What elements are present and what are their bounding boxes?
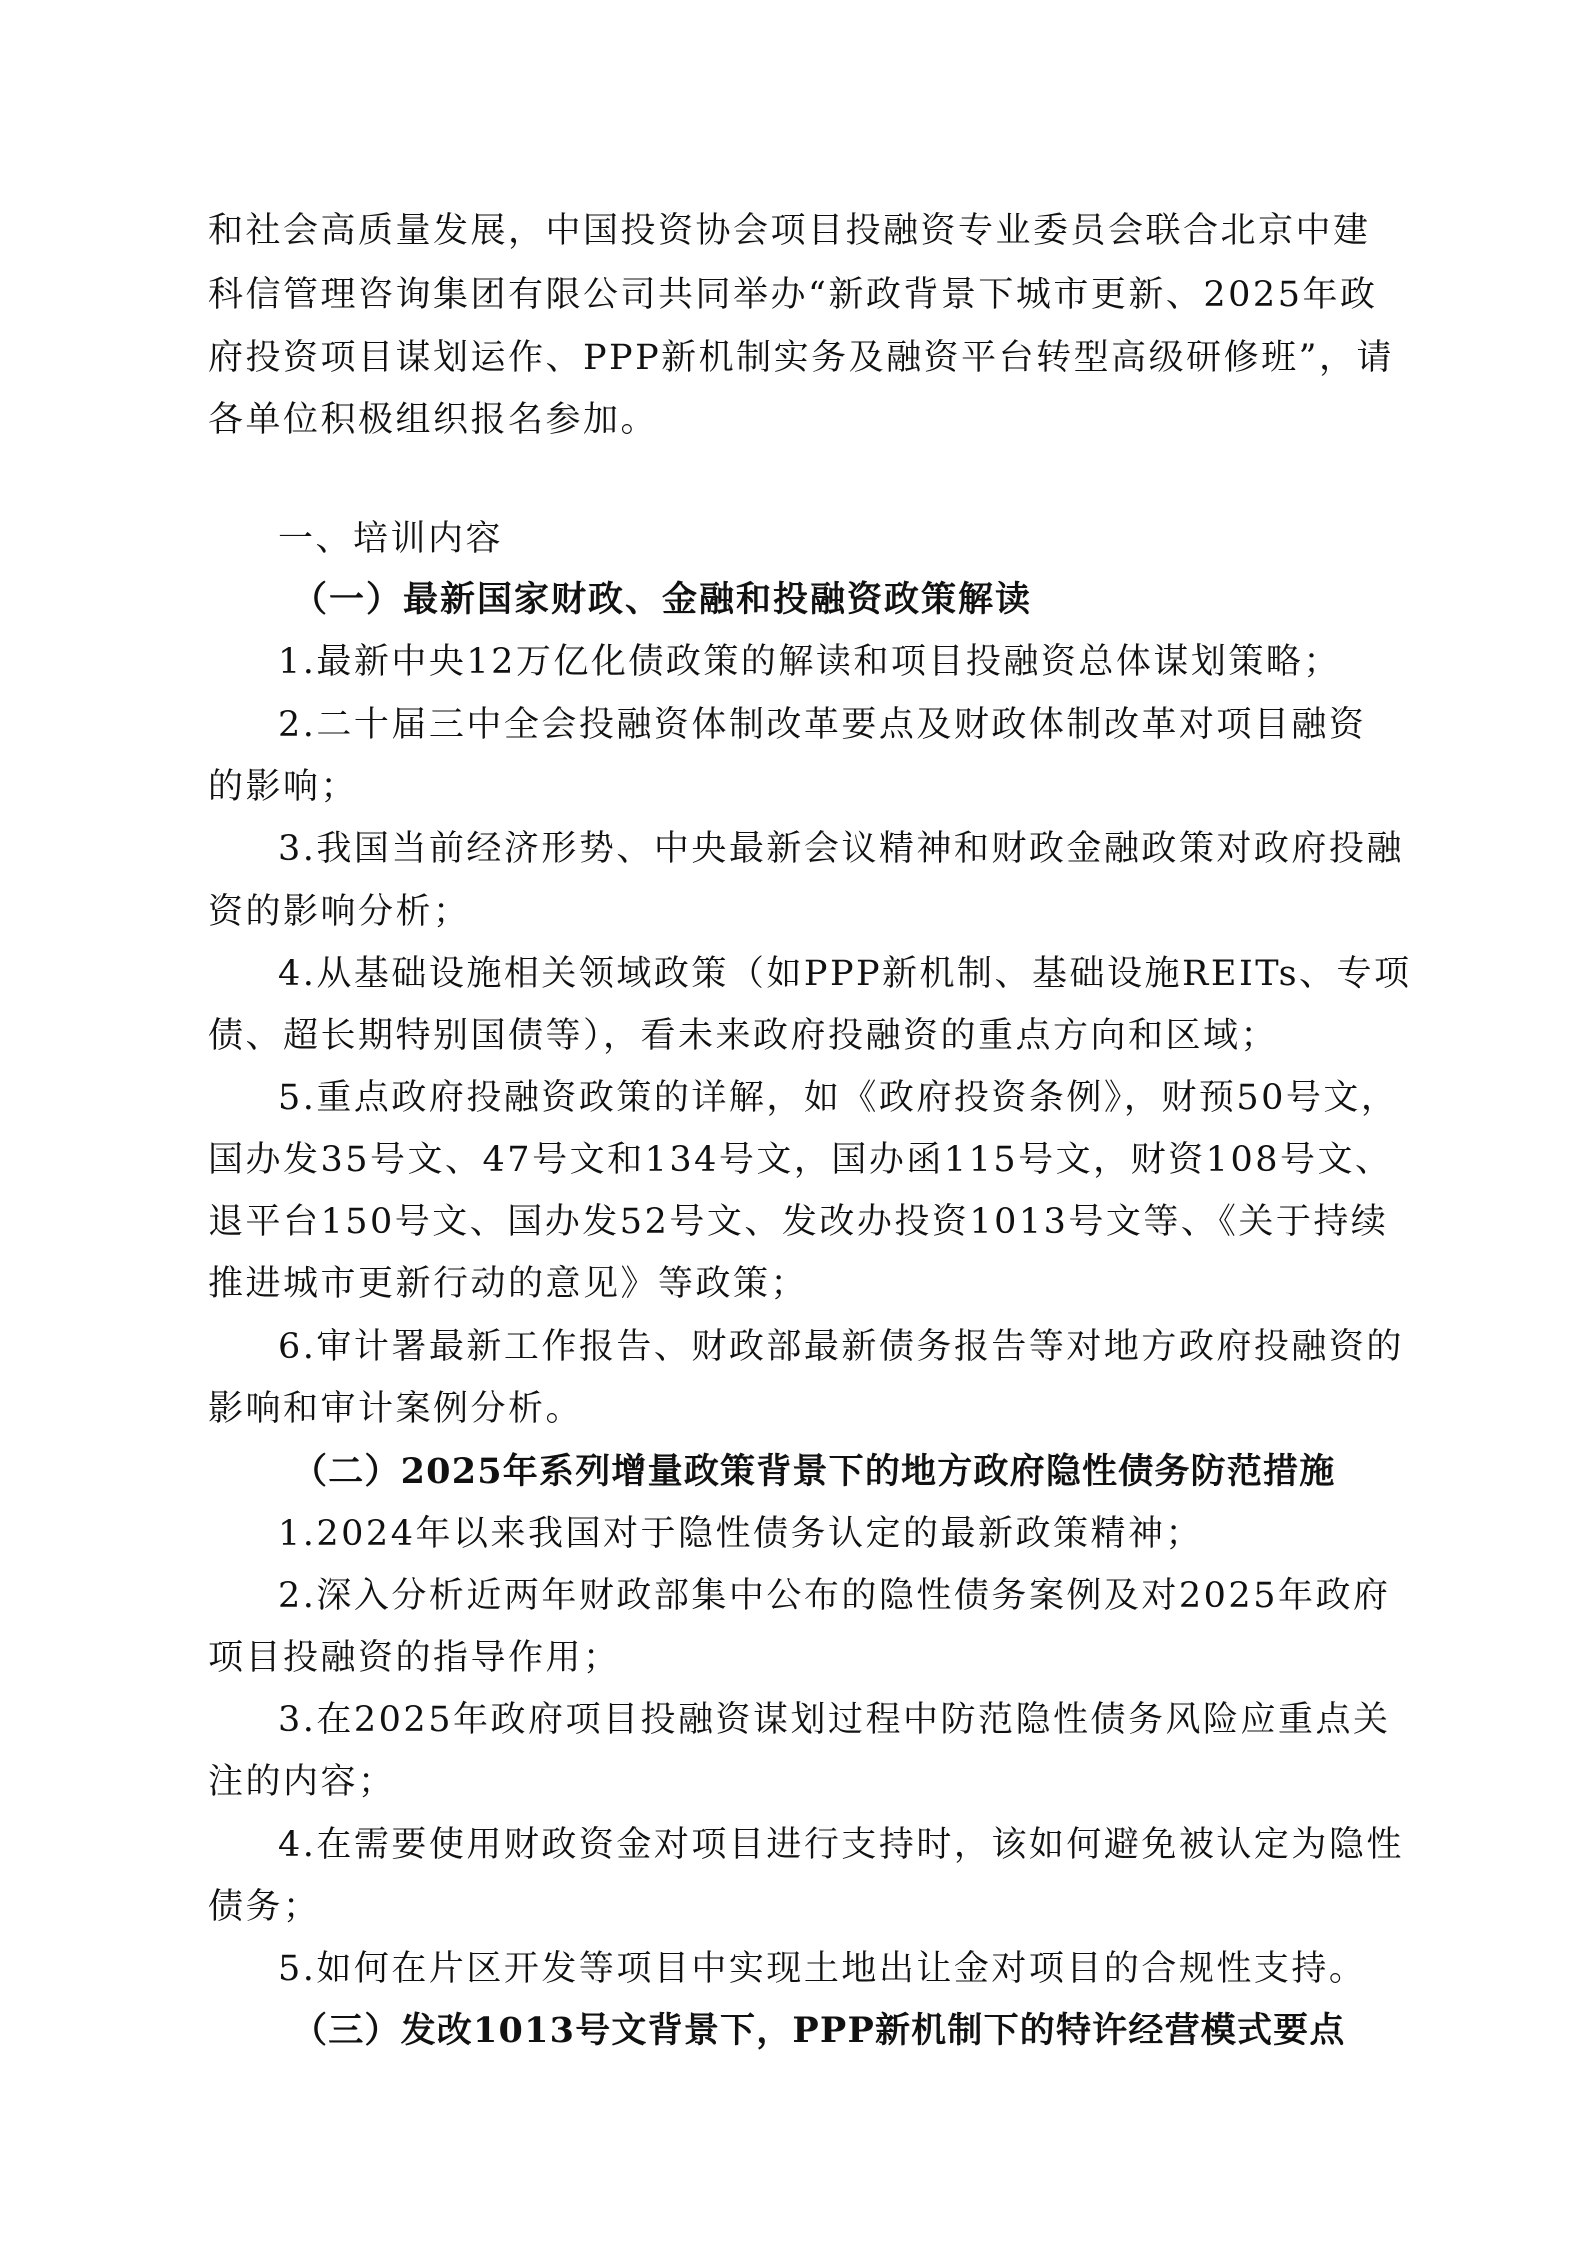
intro-line-4: 各单位积极组织报名参加。 <box>208 400 659 440</box>
s1-item-3-line-1: 3.我国当前经济形势、中央最新会议精神和财政金融政策对政府投融 <box>278 829 1404 869</box>
s2-item-2-line-2: 项目投融资的指导作用； <box>208 1638 621 1678</box>
s1-item-6-line-1: 6.审计署最新工作报告、财政部最新债务报告等对地方政府投融资的 <box>278 1327 1404 1367</box>
intro-line-1: 和社会高质量发展，中国投资协会项目投融资专业委员会联合北京中建 <box>208 211 1371 251</box>
s2-item-3-line-1: 3.在2025年政府项目投融资谋划过程中防范隐性债务风险应重点关 <box>278 1700 1391 1740</box>
s1-item-5-line-4: 推进城市更新行动的意见》等政策； <box>208 1264 809 1304</box>
s2-item-4-line-1: 4.在需要使用财政资金对项目进行支持时，该如何避免被认定为隐性 <box>278 1825 1404 1865</box>
intro-line-2: 科信管理咨询集团有限公司共同举办“新政背景下城市更新、2025年政 <box>208 275 1378 315</box>
s1-item-2-line-1: 2.二十届三中全会投融资体制改革要点及财政体制改革对项目融资 <box>278 705 1367 745</box>
s1-item-1-line-1: 1.最新中央12万亿化债政策的解读和项目投融资总体谋划策略； <box>278 642 1341 682</box>
s1-item-5-line-1: 5.重点政府投融资政策的详解，如《政府投资条例》，财预50号文， <box>278 1078 1399 1118</box>
section-heading: 一、培训内容 <box>278 519 504 559</box>
s2-item-4-line-2: 债务； <box>208 1887 321 1927</box>
s1-item-4-line-2: 债、超长期特别国债等），看未来政府投融资的重点方向和区域； <box>208 1016 1279 1056</box>
s2-item-2-line-1: 2.深入分析近两年财政部集中公布的隐性债务案例及对2025年政府 <box>278 1576 1391 1616</box>
intro-line-3: 府投资项目谋划运作、PPP新机制实务及融资平台转型高级研修班”，请 <box>208 338 1395 378</box>
s1-item-3-line-2: 资的影响分析； <box>208 892 471 932</box>
s1-item-6-line-2: 影响和审计案例分析。 <box>208 1389 584 1429</box>
s1-item-4-line-1: 4.从基础设施相关领域政策（如PPP新机制、基础设施REITs、专项 <box>278 954 1412 994</box>
s2-item-1-line-1: 1.2024年以来我国对于隐性债务认定的最新政策精神； <box>278 1514 1203 1554</box>
s1-item-5-line-2: 国办发35号文、47号文和134号文，国办函115号文，财资108号文、 <box>208 1140 1393 1180</box>
subsection-2-heading: （二）2025年系列增量政策背景下的地方政府隐性债务防范措施 <box>292 1451 1336 1492</box>
s2-item-5-line-1: 5.如何在片区开发等项目中实现土地出让金对项目的合规性支持。 <box>278 1949 1367 1989</box>
subsection-1-heading: （一）最新国家财政、金融和投融资政策解读 <box>292 579 1033 620</box>
s1-item-2-line-2: 的影响； <box>208 767 359 807</box>
s2-item-3-line-2: 注的内容； <box>208 1762 396 1802</box>
subsection-3-heading: （三）发改1013号文背景下，PPP新机制下的特许经营模式要点 <box>292 2010 1346 2051</box>
s1-item-5-line-3: 退平台150号文、国办发52号文、发改办投资1013号文等、《关于持续 <box>208 1202 1389 1242</box>
